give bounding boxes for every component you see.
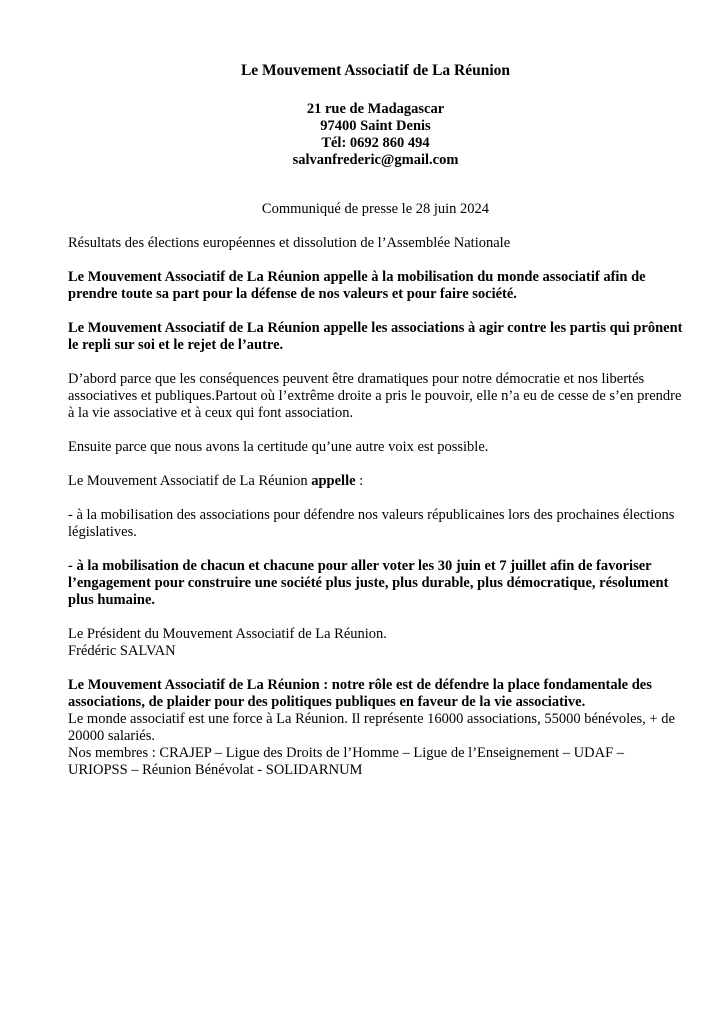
about-stats: Le monde associatif est une force à La Réunion. Il représente 16000 associations, 55000 bénévoles, + de 20000 salariés. [68, 711, 675, 744]
call-intro-prefix: Le Mouvement Associatif de La Réunion [68, 473, 312, 489]
call-item-legislatives: - à la mobilisation des associations pour défendre nos valeurs républicaines lors des prochaines élections législatives. [68, 507, 675, 540]
phone-line: Tél: 0692 860 494 [321, 135, 430, 151]
about-role-statement: Le Mouvement Associatif de La Réunion : notre rôle est de défendre la place fondamentale des associations, de plaider pour des politiques publiques en faveur de la vie associative. [68, 677, 652, 710]
paragraph-appeal-associations: Le Mouvement Associatif de La Réunion appelle les associations à agir contre les partis qui prônent le repli sur soi et le rejet de l’autre. [68, 320, 683, 353]
signature-title: Le Président du Mouvement Associatif de La Réunion. [68, 626, 387, 642]
letterhead-contact-block [68, 101, 683, 169]
call-item-voter: - à la mobilisation de chacun et chacune pour aller voter les 30 juin et 7 juillet afin de favoriser l’engagement pour construire une société plus juste, plus durable, plus démocratique, résolument plus humaine. [68, 558, 669, 608]
signature-block [68, 626, 683, 660]
subject-line: Résultats des élections européennes et dissolution de l’Assemblée Nationale [68, 235, 511, 251]
paragraph-reason-second: Ensuite parce que nous avons la certitude qu’une autre voix est possible. [68, 439, 489, 455]
address-line-city: 97400 Saint Denis [320, 118, 431, 134]
press-release-date-line: Communiqué de presse le 28 juin 2024 [261, 201, 490, 217]
about-members: Nos membres : CRAJEP – Ligue des Droits de l’Homme – Ligue de l’Enseignement – UDAF – URIOPSS – Réunion Bénévolat - SOLIDARNUM [68, 745, 625, 778]
email-line: salvanfrederic@gmail.com [292, 152, 459, 168]
signature-name: Frédéric SALVAN [68, 643, 176, 659]
address-line-street: 21 rue de Madagascar [306, 101, 445, 117]
about-block [68, 677, 683, 779]
call-intro-verb: appelle [311, 473, 356, 489]
paragraph-call-intro [68, 473, 683, 490]
org-name-heading: Le Mouvement Associatif de La Réunion [240, 62, 511, 79]
paragraph-reason-first: D’abord parce que les conséquences peuvent être dramatiques pour notre démocratie et nos libertés associatives et publiques.Partout où l’extrême droite a pris le pouvoir, elle n’a eu de cesse de s’en prendre à la vie associative et à ceux qui font association. [68, 371, 682, 421]
call-intro-suffix: : [355, 473, 364, 489]
paragraph-appeal-mobilisation: Le Mouvement Associatif de La Réunion appelle à la mobilisation du monde associatif afin de prendre toute sa part pour la défense de nos valeurs et pour faire société. [68, 269, 646, 302]
